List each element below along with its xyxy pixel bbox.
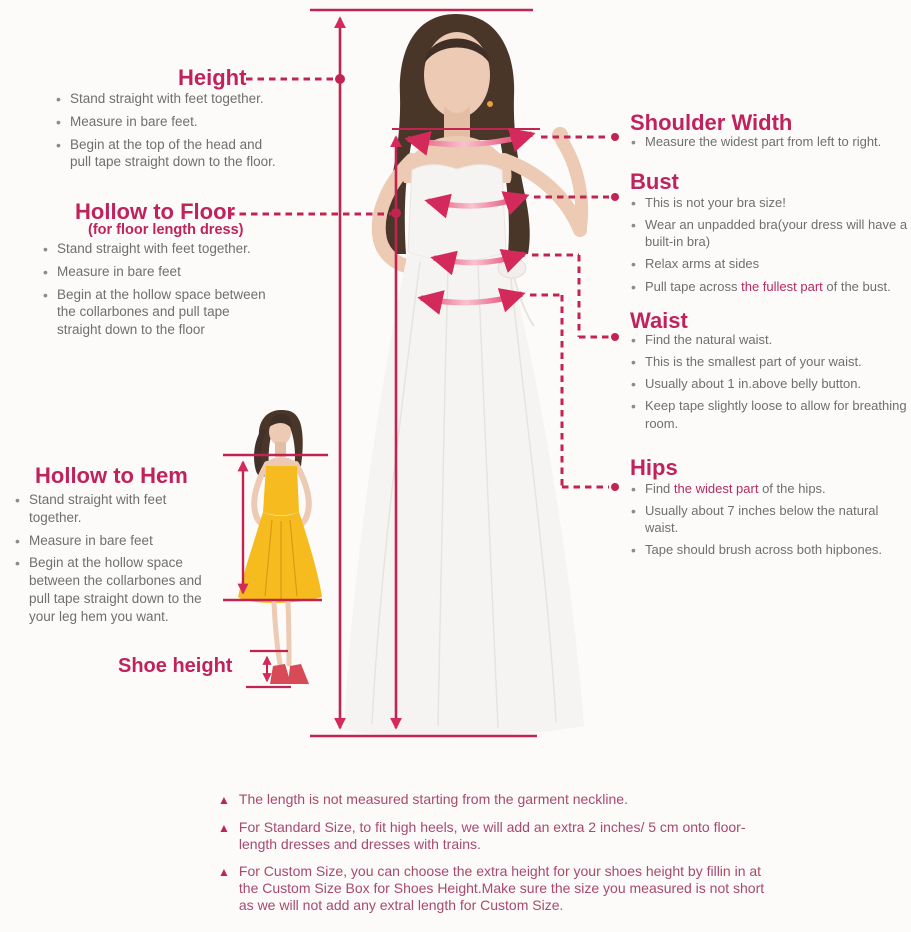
bullet-item: • Measure the widest part from left to right. — [630, 133, 911, 150]
hollow-to-floor-section-title: Hollow to Floor — [75, 199, 236, 224]
warning-item — [218, 863, 778, 914]
bullet-item: • Pull tape across the fullest part of the bust. — [630, 278, 910, 295]
warnings-block — [218, 791, 778, 924]
warning-triangle-icon: ▲ — [218, 821, 230, 835]
hollow-to-floor-bullets — [42, 240, 274, 344]
warning-text: For Custom Size, you can choose the extra height for your shoes height by fillin in at the Custom Size Box for Shoes Height.Make sure the size you measured is not short as we will not add any extral length for Custom Size. — [238, 863, 765, 914]
hips-bullets — [630, 480, 910, 564]
height-section-bullets — [55, 90, 283, 176]
bullet-item: • Begin at the hollow space between the collarbones and pull tape straight down to the floor — [42, 286, 274, 339]
bullet-item: • Relax arms at sides — [630, 255, 910, 272]
bullet-item: • Tape should brush across both hipbones. — [630, 541, 910, 558]
bullet-item: • Begin at the hollow space between the collarbones and pull tape straight down to the your leg hem you want. — [14, 554, 220, 625]
hollow-to-hem-section-title: Hollow to Hem — [35, 463, 188, 488]
main-model-illustration — [344, 14, 584, 737]
hollow-to-floor-subtitle: (for floor length dress) — [88, 222, 244, 238]
bullet-item: • Measure in bare feet — [42, 263, 274, 281]
hollow-to-hem-bullets — [14, 491, 220, 631]
bullet-item: • Measure in bare feet. — [55, 113, 283, 131]
hips-section-title: Hips — [630, 455, 678, 480]
highlight-text: the widest part — [673, 481, 759, 496]
warning-text: The length is not measured starting from the garment neckline. — [238, 791, 628, 807]
highlight-text: the fullest part — [741, 278, 823, 294]
height-section-title: Height — [178, 65, 247, 90]
bullet-item: • Find the widest part of the hips. — [630, 480, 910, 497]
shoulder-width-bullets — [630, 133, 911, 155]
warning-triangle-icon: ▲ — [218, 793, 230, 807]
warning-item — [218, 791, 778, 809]
bullet-item: • Begin at the top of the head and pull tape straight down to the floor. — [55, 136, 283, 172]
warning-text: For Standard Size, to fit high heels, we will add an extra 2 inches/ 5 cm onto floor-length dresses and dresses with trains. — [238, 819, 746, 853]
bullet-item: • Stand straight with feet together. — [14, 491, 220, 527]
warning-triangle-icon: ▲ — [218, 865, 230, 880]
bullet-item: • Find the natural waist. — [630, 331, 910, 348]
bullet-item: • Stand straight with feet together. — [55, 90, 283, 108]
bullet-item: • Measure in bare feet — [14, 532, 220, 550]
small-model-illustration — [238, 410, 322, 684]
bullet-item: • Usually about 7 inches below the natural waist. — [630, 502, 910, 536]
bullet-item: • This is the smallest part of your waist. — [630, 353, 910, 370]
shoulder-width-section-title: Shoulder Width — [630, 110, 793, 135]
bust-section-title: Bust — [630, 169, 679, 194]
warning-item — [218, 819, 778, 853]
shoe-height-label: Shoe height — [118, 655, 233, 677]
bullet-item: • Keep tape slightly loose to allow for breathing room. — [630, 397, 910, 431]
bullet-item: • Usually about 1 in.above belly button. — [630, 375, 910, 392]
waist-section-title: Waist — [630, 308, 688, 333]
bullet-item: • Wear an unpadded bra(your dress will have a built-in bra) — [630, 216, 910, 250]
bullet-item: • This is not your bra size! — [630, 194, 910, 211]
bust-bullets — [630, 194, 910, 300]
bullet-item: • Stand straight with feet together. — [42, 240, 274, 258]
waist-bullets — [630, 331, 910, 437]
